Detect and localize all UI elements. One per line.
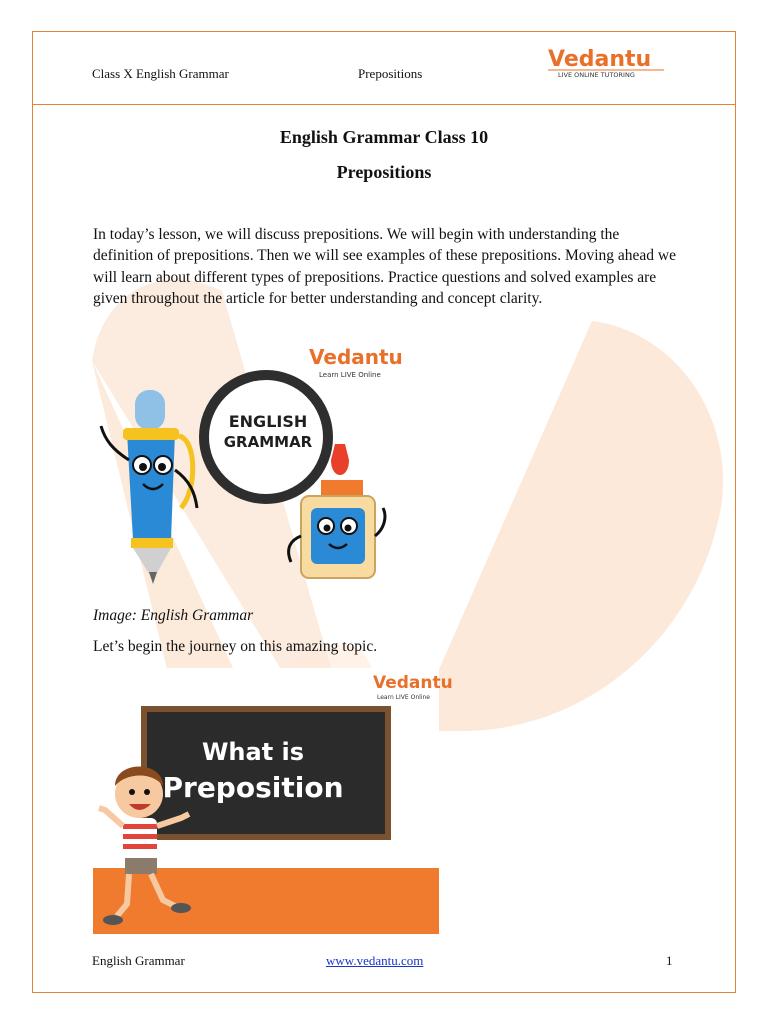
header-class-label: Class X English Grammar: [92, 66, 229, 81]
what-is-preposition-banner: [93, 668, 453, 934]
circle-label-grammar: GRAMMAR: [223, 433, 313, 451]
intro-paragraph: In today’s lesson, we will discuss prepositions. We will begin with understanding the definition of prepositions. Then we will see examples of these prepositions. Moving ahead we will learn about different types of prepositions. Practice questions and solved examples are given throughout the article for better understanding and concept clarity.: [93, 226, 676, 308]
english-grammar-illustration: [93, 340, 413, 590]
pen-character: [101, 390, 197, 584]
board-text-line2: Preposition: [162, 771, 344, 804]
svg-text:LIVE ONLINE TUTORING: LIVE ONLINE TUTORING: [558, 71, 635, 79]
lead-sentence: Let’s begin the journey on this amazing topic.: [93, 638, 378, 655]
image-caption: Image: English Grammar: [93, 607, 254, 624]
svg-text:Vedantu: Vedantu: [373, 673, 453, 693]
svg-text:Learn LIVE Online: Learn LIVE Online: [377, 694, 430, 701]
page-title: English Grammar Class 10: [279, 127, 489, 147]
svg-text:Vedantu: Vedantu: [309, 345, 403, 369]
circle-label-english: ENGLISH: [228, 412, 308, 431]
page-subtitle: Prepositions: [336, 162, 432, 182]
svg-text:Vedantu: Vedantu: [548, 47, 652, 72]
board-text-line1: What is: [201, 738, 305, 766]
footer-website-link[interactable]: www.vedantu.com: [326, 953, 424, 968]
header-topic-label: Prepositions: [358, 66, 423, 81]
page-number: 1: [666, 953, 673, 968]
header-rule: [32, 104, 736, 105]
vedantu-logo: [546, 44, 668, 80]
footer-label: English Grammar: [92, 953, 185, 968]
svg-text:Learn LIVE Online: Learn LIVE Online: [319, 371, 381, 379]
